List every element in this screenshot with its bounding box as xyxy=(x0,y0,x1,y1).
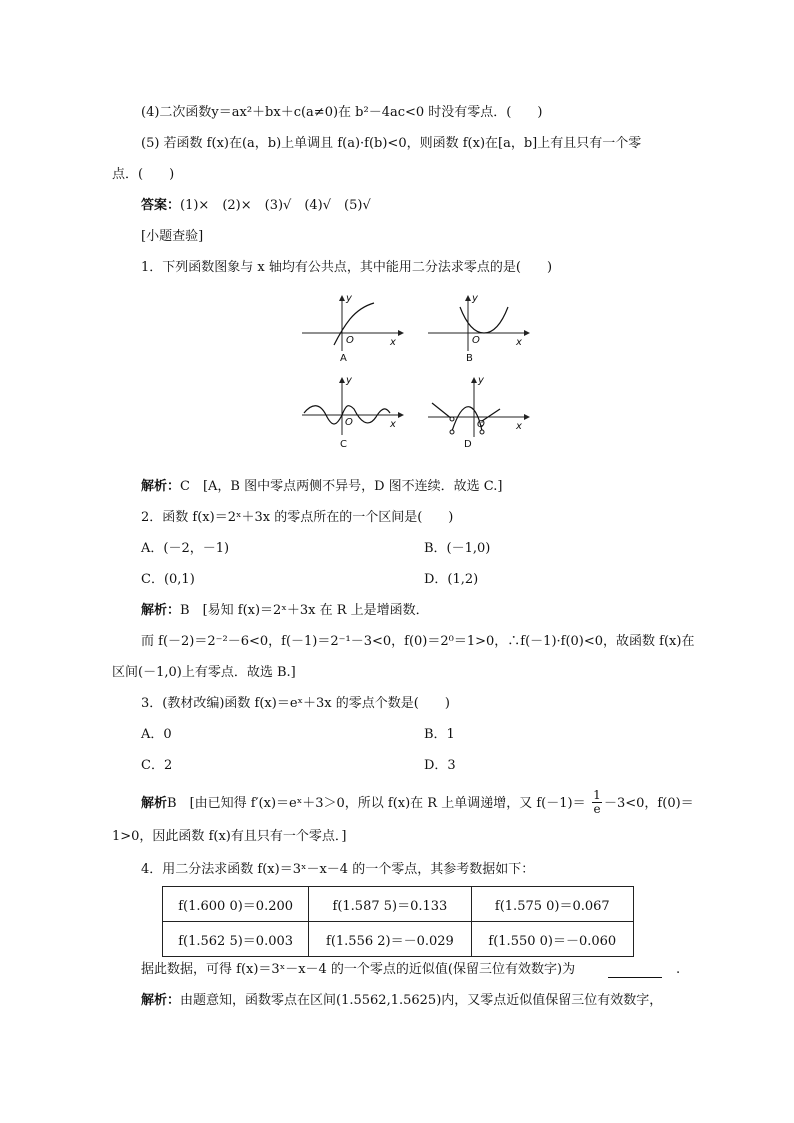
problem-4-solution xyxy=(141,992,662,1010)
graph-c-origin: O xyxy=(345,417,353,428)
problem-3-solution-line1 xyxy=(141,795,586,813)
problem-2-option-b: B．(－1,0) xyxy=(424,541,491,556)
table-cell: f(1.600 0)＝0.200 xyxy=(163,887,309,922)
section-title: [小题查验] xyxy=(141,229,204,244)
problem-2-option-a: A．(－2，－1) xyxy=(141,541,230,556)
problem-1-solution xyxy=(141,478,502,496)
graph-c-y-label: y xyxy=(346,375,352,386)
problem-2-option-d: D．(1,2) xyxy=(424,572,479,587)
problem-3-stem: 3．(教材改编)函数 f(x)＝eˣ＋3x 的零点个数是( ) xyxy=(141,696,450,711)
problem-4-stem: 4．用二分法求函数 f(x)＝3ˣ－x－4 的一个零点，其参考数据如下： xyxy=(141,862,535,877)
judge-answer xyxy=(141,197,371,215)
fraction-numerator: 1 xyxy=(593,788,601,802)
graph-c-x-label: x xyxy=(390,419,396,430)
graph-b-x-label: x xyxy=(516,337,522,348)
solution-label: 解析： xyxy=(141,479,181,494)
table-cell: f(1.587 5)＝0.133 xyxy=(309,887,471,922)
problem-2-solution-line3: 区间(－1,0)上有零点．故选 B.] xyxy=(112,665,296,680)
problem-3-option-d: D．3 xyxy=(424,758,456,773)
problem-2-solution-line2: 而 f(－2)＝2⁻²－6<0，f(－1)＝2⁻¹－3<0，f(0)＝2⁰＝1>0，∴f(－1)·f(0)<0，故函数 f(x)在 xyxy=(141,634,695,649)
graph-d-x-label: x xyxy=(516,421,522,432)
graph-b xyxy=(424,293,534,364)
problem-3-solution-line1-end: －3<0，f(0)＝ xyxy=(604,796,694,811)
fraction-denominator: e xyxy=(593,802,601,816)
problem-3-option-a: A．0 xyxy=(141,727,172,742)
table-cell: f(1.575 0)＝0.067 xyxy=(471,887,633,922)
graph-b-y-label: y xyxy=(472,293,478,304)
solution-text-a: B [由已知得 f′(x)＝eˣ＋3＞0，所以 f(x)在 R 上单调递增，又 f(－1)＝ xyxy=(167,796,586,811)
table-row xyxy=(163,922,634,957)
graph-a xyxy=(298,293,408,364)
table-cell: f(1.550 0)＝－0.060 xyxy=(471,922,633,957)
graph-c-label: C xyxy=(340,439,347,450)
graph-b-origin: O xyxy=(472,335,480,346)
answer-blank xyxy=(608,963,662,978)
graph-d-label: D xyxy=(464,439,472,450)
problem-4-question-end: . xyxy=(676,962,681,977)
table-row xyxy=(163,887,634,922)
table-cell: f(1.562 5)＝0.003 xyxy=(163,922,309,957)
answer-label: 答案： xyxy=(141,198,181,213)
graph-a-y-label: y xyxy=(346,293,352,304)
solution-label: 解析 xyxy=(141,796,168,811)
graph-a-origin: O xyxy=(346,335,354,346)
graph-d-origin: O xyxy=(477,419,485,430)
graph-d-y-label: y xyxy=(478,375,484,386)
solution-label: 解析： xyxy=(141,603,181,618)
problem-3-option-b: B．1 xyxy=(424,727,455,742)
reference-data-table xyxy=(162,886,634,957)
answer-text: (1)× (2)× (3)√ (4)√ (5)√ xyxy=(180,198,371,213)
problem-3-option-c: C．2 xyxy=(141,758,173,773)
solution-text: B [易知 f(x)＝2ˣ＋3x 在 R 上是增函数． xyxy=(180,603,429,618)
solution-label: 解析： xyxy=(141,993,181,1008)
problem-2-stem: 2．函数 f(x)＝2ˣ＋3x 的零点所在的一个区间是( ) xyxy=(141,510,454,525)
problem-4-question: 据此数据，可得 f(x)＝3ˣ－x－4 的一个零点的近似值(保留三位有效数字)为 xyxy=(141,962,576,977)
table-cell: f(1.556 2)＝－0.029 xyxy=(309,922,471,957)
graph-c xyxy=(298,375,408,450)
solution-text: C [A，B 图中零点两侧不异号，D 图不连续．故选 C.] xyxy=(180,479,503,494)
problem-3-solution-line2: 1>0，因此函数 f(x)有且只有一个零点．] xyxy=(112,829,347,844)
graph-a-x-label: x xyxy=(390,337,396,348)
judge-item-5-line2: 点．( ) xyxy=(112,167,175,182)
judge-item-4: (4)二次函数y＝ax²＋bx＋c(a≠0)在 b²－4ac<0 时没有零点．( ) xyxy=(141,105,543,120)
graph-b-label: B xyxy=(466,353,473,364)
graph-a-label: A xyxy=(340,353,347,364)
problem-2-option-c: C．(0,1) xyxy=(141,572,195,587)
fraction-one-over-e xyxy=(592,789,602,815)
problem-2-solution-line1 xyxy=(141,602,429,620)
judge-item-5-line1: (5) 若函数 f(x)在(a，b)上单调且 f(a)·f(b)<0，则函数 f(x)在[a，b]上有且只有一个零 xyxy=(141,136,642,151)
problem-1-stem: 1．下列函数图象与 x 轴均有公共点，其中能用二分法求零点的是( ) xyxy=(141,260,553,275)
graph-d xyxy=(424,375,534,450)
solution-text: 由题意知，函数零点在区间(1.5562,1.5625)内，又零点近似值保留三位有效数字， xyxy=(180,993,663,1008)
